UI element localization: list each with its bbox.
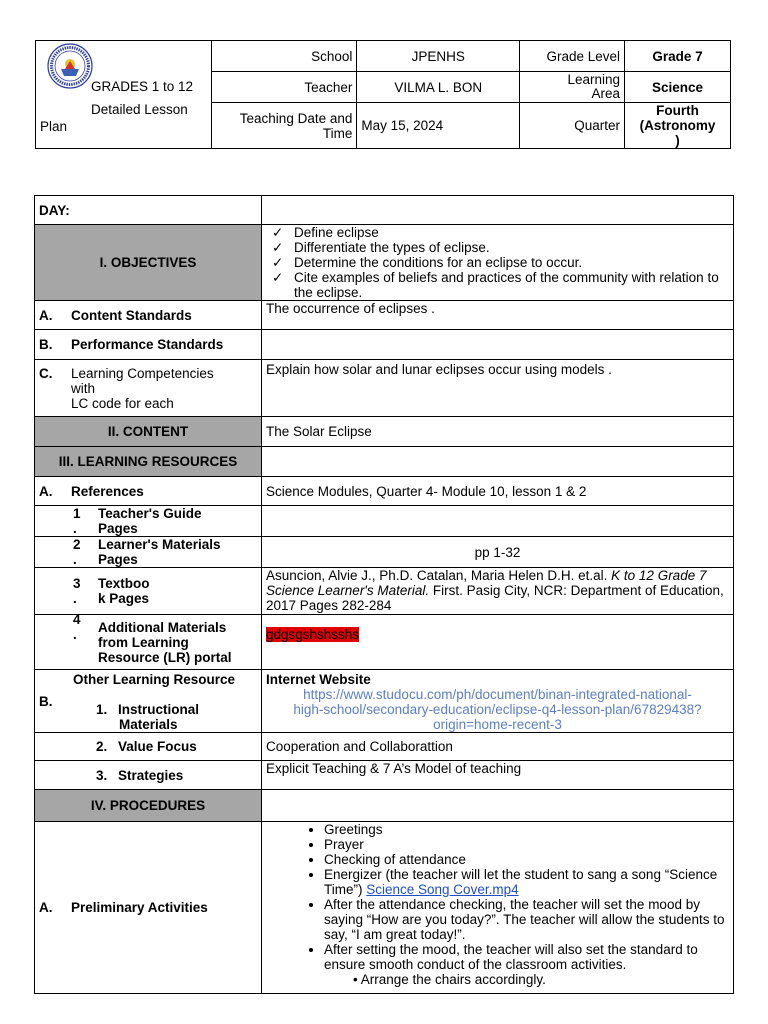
teacher-label: Teacher bbox=[211, 72, 357, 103]
textbook-value: Asuncion, Alvie J., Ph.D. Catalan, Maria Helen D.H. et.al. K to 12 Grade 7 Science Learner's Material. First. Pasig City, NCR: Department of Education, 2017 Pages 282-284 bbox=[262, 568, 734, 615]
competencies-label: Learning Competencies with bbox=[71, 365, 214, 396]
resources-row bbox=[35, 447, 734, 477]
title-line-3: Plan bbox=[40, 119, 68, 134]
teachers-guide-label: Teacher's Guide Pages bbox=[98, 506, 202, 536]
objectives-row bbox=[35, 225, 734, 301]
teaching-date-value: May 15, 2024 bbox=[357, 103, 520, 149]
content-standards-value: The occurrence of eclipses . bbox=[262, 301, 734, 330]
deped-seal-logo bbox=[47, 43, 93, 89]
grade-level-value: Grade 7 bbox=[625, 41, 731, 72]
grade-level-label: Grade Level bbox=[520, 41, 625, 72]
preliminary-activities-cell bbox=[262, 822, 734, 994]
list-item: • After setting the mood, the teacher will also set the standard to ensure smooth conduct of the classroom activities. bbox=[324, 942, 729, 972]
value-focus-value: Cooperation and Collaborattion bbox=[262, 733, 734, 761]
additional-materials-label: Additional Materials from Learning Resource (LR) portal bbox=[98, 619, 232, 665]
objective-item: ✓ Cite examples of beliefs and practices of the community with relation to the eclipse. bbox=[294, 270, 729, 300]
value-focus-label: Value Focus bbox=[118, 739, 197, 754]
teachers-guide-row: 1 . Teacher's Guide Pages bbox=[35, 506, 734, 537]
header-title-cell bbox=[36, 41, 212, 149]
day-row bbox=[35, 196, 734, 225]
competencies-row: C. Learning Competencies with LC code for each Explain how solar and lunar eclipses occur using models . bbox=[35, 360, 734, 417]
science-song-link[interactable]: Science Song Cover.mp4 bbox=[366, 882, 519, 897]
internet-website-title: Internet Website bbox=[266, 672, 371, 687]
list-item: • Prayer bbox=[324, 837, 729, 852]
textbook-label: Textboo k Pages bbox=[98, 576, 150, 606]
additional-materials-row: 4 . Additional Materials from Learning Resource (LR) portal gdgsgshshsshs bbox=[35, 615, 734, 670]
teacher-value: VILMA L. BON bbox=[357, 72, 520, 103]
title-line-2: Detailed Lesson bbox=[91, 102, 188, 117]
objective-item: ✓ Determine the conditions for an eclipse to occur. bbox=[294, 255, 729, 270]
objective-item: ✓ Define eclipse bbox=[294, 225, 729, 240]
strategies-label: Strategies bbox=[118, 767, 184, 783]
performance-standards-value bbox=[262, 330, 734, 360]
learners-materials-value: pp 1-32 bbox=[262, 537, 734, 568]
performance-standards-label: Performance Standards bbox=[71, 337, 224, 352]
learners-materials-label: Learner's Materials Pages bbox=[98, 537, 221, 567]
textbook-row: 3 . Textboo k Pages Asuncion, Alvie J., Ph.D. Catalan, Maria Helen D.H. et.al. K to 12 Grade 7 Science Learner's Material. First. Pasig City, NCR: Department of Education, 2017 Pages 282-284 bbox=[35, 568, 734, 615]
content-heading: II. CONTENT bbox=[35, 417, 262, 447]
learning-area-value: Science bbox=[625, 72, 731, 103]
objectives-list-cell bbox=[262, 225, 734, 301]
day-label: DAY: bbox=[35, 196, 262, 225]
objectives-heading: I. OBJECTIVES bbox=[35, 225, 262, 301]
lesson-plan-table bbox=[34, 195, 734, 994]
preliminary-list bbox=[266, 822, 729, 972]
teachers-guide-value bbox=[262, 506, 734, 537]
teaching-date-label: Teaching Date and Time bbox=[211, 103, 357, 149]
content-value: The Solar Eclipse bbox=[262, 417, 734, 447]
list-item: • After the attendance checking, the teacher will set the mood by saying “How are you today?”. The teacher will allow the students to say, “I am great today!”. bbox=[324, 897, 729, 942]
preliminary-activities-row: A. Preliminary Activities • Greetings • Prayer • Checking of attendance • Energizer (the teacher will let the student to sang a song “Science Time”) Science Song Cover.mp4 • After the attendance checking, the teacher will set the mood by saying “How are you today?”. The teacher will allow the students to say, “I am great today!”. • After setting the mood, the teacher will also set the standard to ensure smooth conduct of the classroom activities. • Arrange the chairs accordingly. bbox=[35, 822, 734, 994]
objectives-list bbox=[266, 225, 729, 300]
procedures-heading: IV. PROCEDURES bbox=[35, 790, 262, 822]
school-label: School bbox=[211, 41, 357, 72]
quarter-value: Fourth (Astronomy ) bbox=[625, 103, 731, 149]
objective-item: ✓ Differentiate the types of eclipse. bbox=[294, 240, 729, 255]
resources-heading: III. LEARNING RESOURCES bbox=[35, 447, 262, 477]
content-standards-label: Content Standards bbox=[71, 307, 192, 323]
learners-materials-row: 2 . Learner's Materials Pages pp 1-32 bbox=[35, 537, 734, 568]
competencies-value: Explain how solar and lunar eclipses occur using models . bbox=[262, 360, 734, 417]
performance-standards-row: B. Performance Standards bbox=[35, 330, 734, 360]
references-value: Science Modules, Quarter 4- Module 10, lesson 1 & 2 bbox=[262, 477, 734, 506]
title-line-1: GRADES 1 to 12 bbox=[91, 79, 194, 94]
references-label: References bbox=[71, 483, 144, 499]
other-resources-label: Other Learning Resource bbox=[73, 672, 236, 687]
quarter-label: Quarter bbox=[520, 103, 625, 149]
resource-url-link[interactable]: https://www.studocu.com/ph/document/binan-integrated-national- high-school/secondary-education/eclipse-q4-lesson-plan/67829438? origin=home-recent-3 bbox=[293, 687, 702, 732]
learning-area-label: Learning Area bbox=[520, 72, 625, 103]
list-item: • Energizer (the teacher will let the student to sang a song “Science Time”) Science Song Cover.mp4 bbox=[324, 867, 729, 897]
list-item: • Greetings bbox=[324, 822, 729, 837]
references-row: A. References Science Modules, Quarter 4- Module 10, lesson 1 & 2 bbox=[35, 477, 734, 506]
header-table bbox=[35, 40, 731, 149]
strategies-value: Explicit Teaching & 7 A’s Model of teaching bbox=[262, 761, 734, 790]
preliminary-activities-label: Preliminary Activities bbox=[71, 899, 208, 915]
strategies-row: 3. Strategies Explicit Teaching & 7 A’s Model of teaching bbox=[35, 761, 734, 790]
content-standards-row: A. Content Standards The occurrence of eclipses . bbox=[35, 301, 734, 330]
school-value: JPENHS bbox=[357, 41, 520, 72]
procedures-row bbox=[35, 790, 734, 822]
list-item: • Checking of attendance bbox=[324, 852, 729, 867]
instructional-materials-label: Instructional Materials bbox=[118, 702, 200, 732]
additional-materials-value: gdgsgshshsshs bbox=[266, 627, 360, 642]
sub-list-item: • Arrange the chairs accordingly. bbox=[353, 972, 546, 987]
value-focus-row: 2. Value Focus Cooperation and Collaborattion bbox=[35, 733, 734, 761]
other-resources-row: B. Other Learning Resource 1. Instructional Materials Internet Website https://www.studocu.com/ph/document/binan-integrated-national- high-school/secondary-education/eclipse-q4-lesson-plan/67829438? origin=home-recent-3 bbox=[35, 670, 734, 733]
content-row bbox=[35, 417, 734, 447]
